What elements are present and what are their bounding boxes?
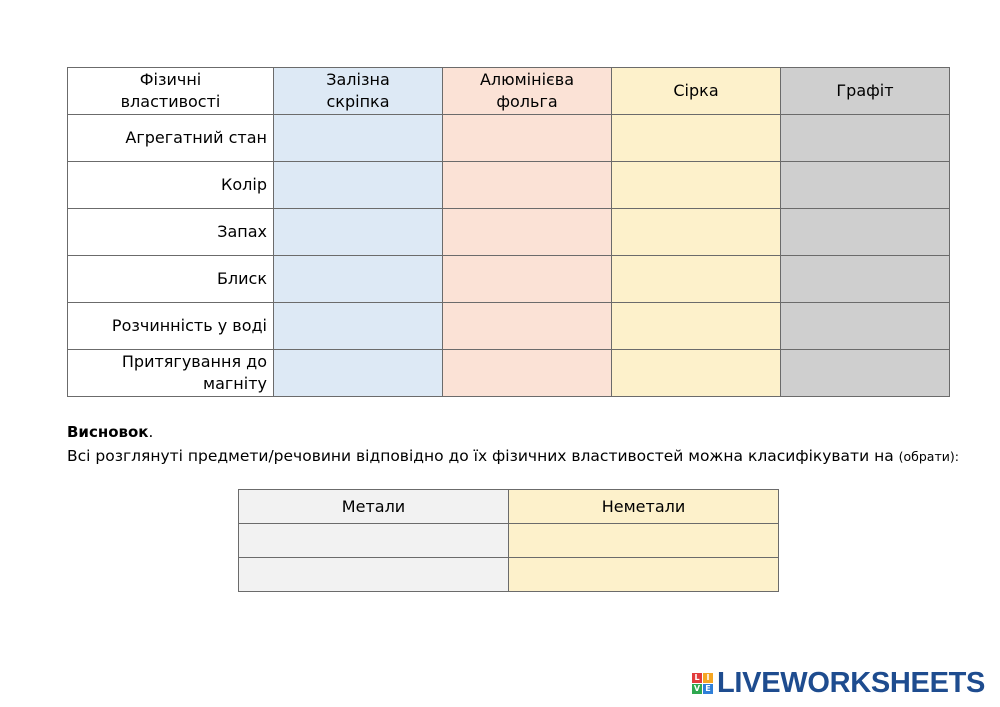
logo-block-l: L — [692, 673, 702, 683]
logo-blocks-icon — [692, 673, 713, 694]
row-label-state: Агрегатний стан — [68, 115, 274, 162]
header-iron-paperclip: Залізна скріпка — [274, 68, 443, 115]
row-label-solubility: Розчинність у воді — [68, 303, 274, 350]
conclusion-title-text: Висновок — [67, 423, 149, 441]
metals-answer-cell[interactable] — [239, 558, 509, 592]
table-row — [68, 162, 950, 209]
table-row — [68, 303, 950, 350]
header-physical-properties: Фізичні властивості — [68, 68, 274, 115]
logo-block-v: V — [693, 683, 701, 693]
answer-cell[interactable] — [612, 350, 781, 397]
answer-cell[interactable] — [612, 115, 781, 162]
answer-cell[interactable] — [274, 209, 443, 256]
logo-block-e: E — [703, 684, 713, 694]
answer-cell[interactable] — [781, 256, 950, 303]
answer-cell[interactable] — [781, 209, 950, 256]
answer-cell[interactable] — [274, 162, 443, 209]
table-row — [239, 558, 779, 592]
properties-header-row — [68, 68, 950, 115]
conclusion-title — [67, 423, 153, 441]
classification-table — [238, 489, 779, 592]
answer-cell[interactable] — [781, 115, 950, 162]
answer-cell[interactable] — [443, 115, 612, 162]
table-row — [68, 209, 950, 256]
answer-cell[interactable] — [443, 303, 612, 350]
liveworksheets-logo — [692, 667, 985, 699]
answer-cell[interactable] — [612, 209, 781, 256]
header-nonmetals: Неметали — [509, 490, 779, 524]
conclusion-sentence: Всі розглянуті предмети/речовини відповідно до їх фізичних властивостей можна класифікувати на — [67, 447, 899, 465]
answer-cell[interactable] — [612, 162, 781, 209]
header-metals: Метали — [239, 490, 509, 524]
nonmetals-answer-cell[interactable] — [509, 558, 779, 592]
table-row — [68, 256, 950, 303]
answer-cell[interactable] — [781, 162, 950, 209]
logo-block-i: I — [703, 673, 713, 683]
header-aluminum-foil: Алюмінієва фольга — [443, 68, 612, 115]
row-label-magnetism: Притягування до магніту — [68, 350, 274, 397]
nonmetals-answer-cell[interactable] — [509, 524, 779, 558]
answer-cell[interactable] — [274, 303, 443, 350]
conclusion-hint: (обрати): — [898, 449, 959, 464]
answer-cell[interactable] — [274, 115, 443, 162]
conclusion-title-dot: . — [148, 423, 154, 441]
row-label-luster: Блиск — [68, 256, 274, 303]
answer-cell[interactable] — [612, 256, 781, 303]
row-label-smell: Запах — [68, 209, 274, 256]
metals-answer-cell[interactable] — [239, 524, 509, 558]
properties-table — [67, 67, 950, 397]
classification-header-row — [239, 490, 779, 524]
answer-cell[interactable] — [443, 256, 612, 303]
answer-cell[interactable] — [781, 303, 950, 350]
answer-cell[interactable] — [781, 350, 950, 397]
header-sulfur: Сірка — [612, 68, 781, 115]
answer-cell[interactable] — [274, 256, 443, 303]
answer-cell[interactable] — [443, 350, 612, 397]
table-row — [68, 115, 950, 162]
header-graphite: Графіт — [781, 68, 950, 115]
conclusion-text — [67, 447, 959, 465]
answer-cell[interactable] — [443, 209, 612, 256]
logo-text: LIVEWORKSHEETS — [717, 666, 986, 699]
row-label-color: Колір — [68, 162, 274, 209]
answer-cell[interactable] — [612, 303, 781, 350]
answer-cell[interactable] — [274, 350, 443, 397]
answer-cell[interactable] — [443, 162, 612, 209]
table-row — [68, 350, 950, 397]
table-row — [239, 524, 779, 558]
